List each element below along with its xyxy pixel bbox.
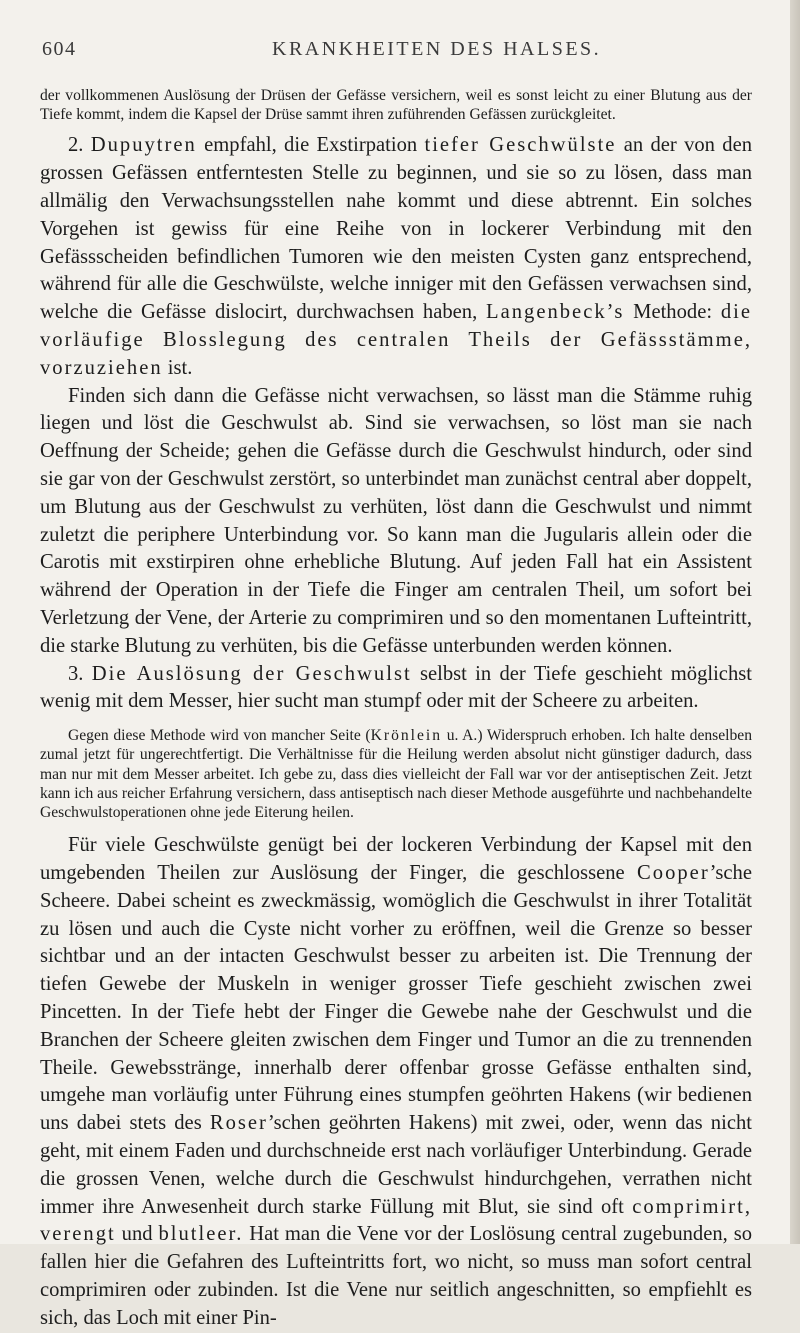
text-run: ’sche Scheere. Dabei scheint es zweckmässig, womöglich die Geschwulst in ihrer Totalität zu lösen und auch die Cyste nicht vorher zu eröffnen, weil die Grenze so besser sichtbar und an der intacten Geschwulst besser zu arbeiten ist. Die Trennung der tiefen Gewebe der Muskeln in weniger grosser Tiefe geschieht zwischen zwei Pincetten. In der Tiefe hebt der Finger die Gewebe nahe der Geschwulst und die Branchen der Scheere gleiten zwischen dem Finger und Tumor an die zu trennenden Theile. Gewebsstränge, innerhalb derer offenbar grosse Gefässe enthalten sind, umgehe man vorläufig unter Führung eines stumpfen geöhrten Hakens (wir bedienen uns dabei stets des bbox=[40, 861, 752, 1135]
text-run: empfahl, die Exstirpation bbox=[196, 134, 425, 157]
emphasis-text: comprimirt, verengt bbox=[40, 1195, 752, 1246]
page-header bbox=[42, 38, 747, 62]
paragraph-continuation: der vollkommenen Auslösung der Drüsen der Gefässe versichern, weil es sonst leicht zu einer Blutung aus der Tiefe kommt, indem die Kapsel der Drüse sammt ihren zuführenden Gefässen zurückgleitet. bbox=[40, 87, 752, 124]
emphasis-text: die vorläufige Blosslegung des centralen Theils der Gefässstämme, vorzuziehen bbox=[40, 301, 753, 379]
paragraph-procedure: Finden sich dann die Gefässe nicht verwachsen, so lässt man die Stämme ruhig liegen und löst die Geschwulst ab. Sind sie verwachsen, so löst man sie nach Oeffnung der Scheide; gehen die Gefässe durch die Geschwulst hindurch, oder sind sie gar von der Geschwulst zerstört, so unterbindet man zunächst central aber doppelt, um Blutung aus der Geschwulst zu verhüten, löst dann die Geschwulst und nimmt zuletzt die periphere Unterbindung vor. So kann man die Jugularis allein oder die Carotis mit exstirpiren ohne erhebliche Blutung. Auf jeden Fall hat ein Assistent während der Operation in der Tiefe die Finger am centralen Theil, um sofort bei Verletzung der Vene, der Arterie zu comprimiren und so den momentanen Lufteintritt, die starke Blutung zu verhüten, bis die Gefässe unterbunden werden können. bbox=[40, 384, 752, 657]
text-run: ist. bbox=[162, 356, 193, 379]
page-edge bbox=[790, 0, 800, 1244]
paragraph-note bbox=[40, 726, 752, 822]
item-number: 2. bbox=[68, 134, 91, 157]
body-text bbox=[40, 86, 752, 1333]
text-run: Gegen diese Methode wird von mancher Seite ( bbox=[68, 727, 371, 745]
author-name: Krönlein bbox=[370, 727, 443, 745]
text-run: an der von den grossen Gefässen entferntesten Stelle zu beginnen, und sie so zu lösen, dass man allmälig den Verwachsungsstellen nahe kommt und diese abtrennt. Ein solches Vorgehen ist gewiss für eine Reihe von in lockerer Verbindung mit den Gefässscheiden befindlichen Tumoren wie den meisten Cysten ganz entsprechend, während für alle die Geschwülste, welche inniger mit den Gefässen verwachsen sind, welche die Gefässe dislocirt, durchwachsen haben, bbox=[40, 134, 753, 324]
paragraph-auslosung bbox=[40, 661, 752, 717]
paragraph-dupuytren bbox=[40, 132, 752, 382]
running-title: KRANKHEITEN DES HALSES. bbox=[272, 38, 602, 60]
paragraph-geschwulste bbox=[40, 832, 752, 1332]
text-run: Für viele Geschwülste genügt bei der lockeren Verbindung der Kapsel mit den umgebenden Theilen zur Auslösung der Finger, die geschlossene bbox=[40, 834, 752, 884]
page-number: 604 bbox=[42, 38, 77, 60]
author-name: Roser bbox=[209, 1112, 268, 1135]
text-run: und bbox=[115, 1223, 159, 1246]
author-name: Langenbeck’s bbox=[486, 301, 625, 324]
text-run: Methode: bbox=[624, 301, 721, 324]
text-run: selbst in der Tiefe geschieht möglichst wenig mit dem Messer, hier sucht man stumpf oder mit der Scheere zu arbeiten. bbox=[40, 662, 752, 713]
emphasis-text: blutleer. bbox=[158, 1223, 244, 1246]
text-run: u. A.) Widerspruch erhoben. Ich halte denselben zumal jetzt für ungerechtfertigt. Die Verhältnisse für die Heilung werden absolut nicht günstiger dadurch, dass man nur mit dem Messer arbeitet. Ich gebe zu, dass dies vielleicht der Fall war vor der antiseptischen Zeit. Jetzt kann ich aus reicher Erfahrung versichern, dass antiseptisch nach dieser Methode ausgeführte und nachbehandelte Geschwulstoperationen ohne jede Eiterung heilen. bbox=[40, 727, 752, 821]
emphasis-text: Die Auslösung der Geschwulst bbox=[91, 662, 412, 685]
item-number: 3. bbox=[68, 662, 92, 685]
emphasis-text: tiefer Geschwülste bbox=[424, 134, 617, 157]
author-name: Cooper bbox=[637, 861, 710, 884]
author-name: Dupuytren bbox=[90, 134, 197, 157]
text-run: ’schen geöhrten Hakens) mit zwei, oder, wenn das nicht geht, mit einem Faden und durchschneide erst nach vorläufiger Unterbindung. Gerade die grossen Venen, welche durch die Geschwulst hindurchgehen, verrathen nicht immer ihre Anwesenheit durch starke Füllung mit Blut, sie sind oft bbox=[40, 1112, 752, 1218]
text-run: Hat man die Vene vor der Loslösung central zugebunden, so fallen hier die Gefahren des Lufteintritts fort, wo nicht, so muss man sofort central comprimiren oder zubinden. Ist die Vene nur seitlich angeschnitten, so empfiehlt es sich, das Loch mit einer Pin- bbox=[40, 1223, 753, 1329]
